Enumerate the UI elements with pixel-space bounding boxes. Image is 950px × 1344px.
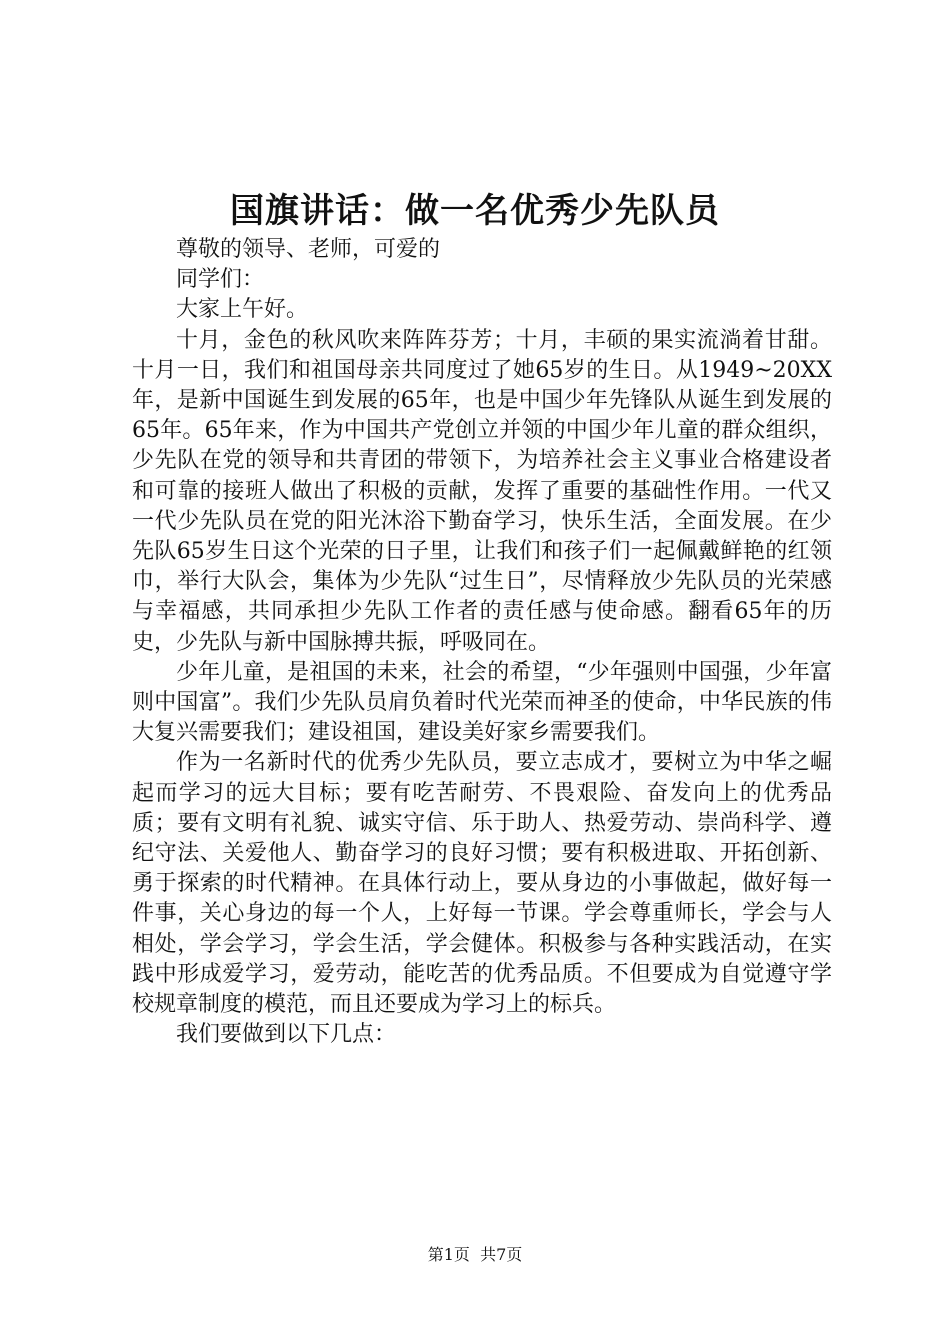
- document-title: 国旗讲话：做一名优秀少先队员: [230, 191, 720, 231]
- greeting: 大家上午好。: [176, 297, 309, 323]
- page-number-footer: 第1页 共7页: [427, 1245, 523, 1264]
- paragraph: 作为一名新时代的优秀少先队员，要立志成才，要树立为中华之崛起而学习的远大目标；要有吃苦耐劳、不畏艰险、奋发向上的优秀品质；要有文明有礼貌、诚实守信、乐于助人、热爱劳动、崇尚科学、遵纪守法、关爱他人、勤奋学习的良好习惯；要有积极进取、开拓创新、勇于探索的时代精神。在具体行动上，要从身边的小事做起，做好每一件事，关心身边的每一个人，上好每一节课。学会尊重师长，学会与人相处，学会学习，学会生活，学会健体。积极参与各种实践活动，在实践中形成爱学习，爱劳动，能吃苦的优秀品质。不但要成为自觉遵守学校规章制度的模范，而且还要成为学习上的标兵。: [132, 750, 832, 1018]
- paragraph: 我们要做到以下几点：: [176, 1022, 397, 1048]
- salutation-line-1: 尊敬的领导、老师，可爱的: [176, 237, 441, 262]
- salutation-line-2: 同学们：: [176, 267, 265, 293]
- paragraph: 少年儿童，是祖国的未来，社会的希望，“少年强则中国强，少年富则中国富”。我们少先队员肩负着时代光荣而神圣的使命，中华民族的伟大复兴需要我们；建设祖国，建设美好家乡需要我们。: [132, 659, 832, 746]
- document-body: [132, 235, 832, 1050]
- paragraph: 十月，金色的秋风吹来阵阵芬芳；十月，丰硕的果实流淌着甘甜。十月一日，我们和祖国母亲共同度过了她65岁的生日。从1949~20XX年，是新中国诞生到发展的65年，也是中国少年先锋队从诞生到发展的65年。65年来，作为中国共产党创立并领的中国少年儿童的群众组织，少先队在党的领导和共青团的带领下，为培养社会主义事业合格建设者和可靠的接班人做出了积极的贡献，发挥了重要的基础性作用。一代又一代少先队员在党的阳光沐浴下勤奋学习，快乐生活，全面发展。在少先队65岁生日这个光荣的日子里，让我们和孩子们一起佩戴鲜艳的红领巾，举行大队会，集体为少先队“过生日”，尽情释放少先队员的光荣感与幸福感，共同承担少先队工作者的责任感与使命感。翻看65年的历史，少先队与新中国脉搏共振，呼吸同在。: [132, 327, 832, 655]
